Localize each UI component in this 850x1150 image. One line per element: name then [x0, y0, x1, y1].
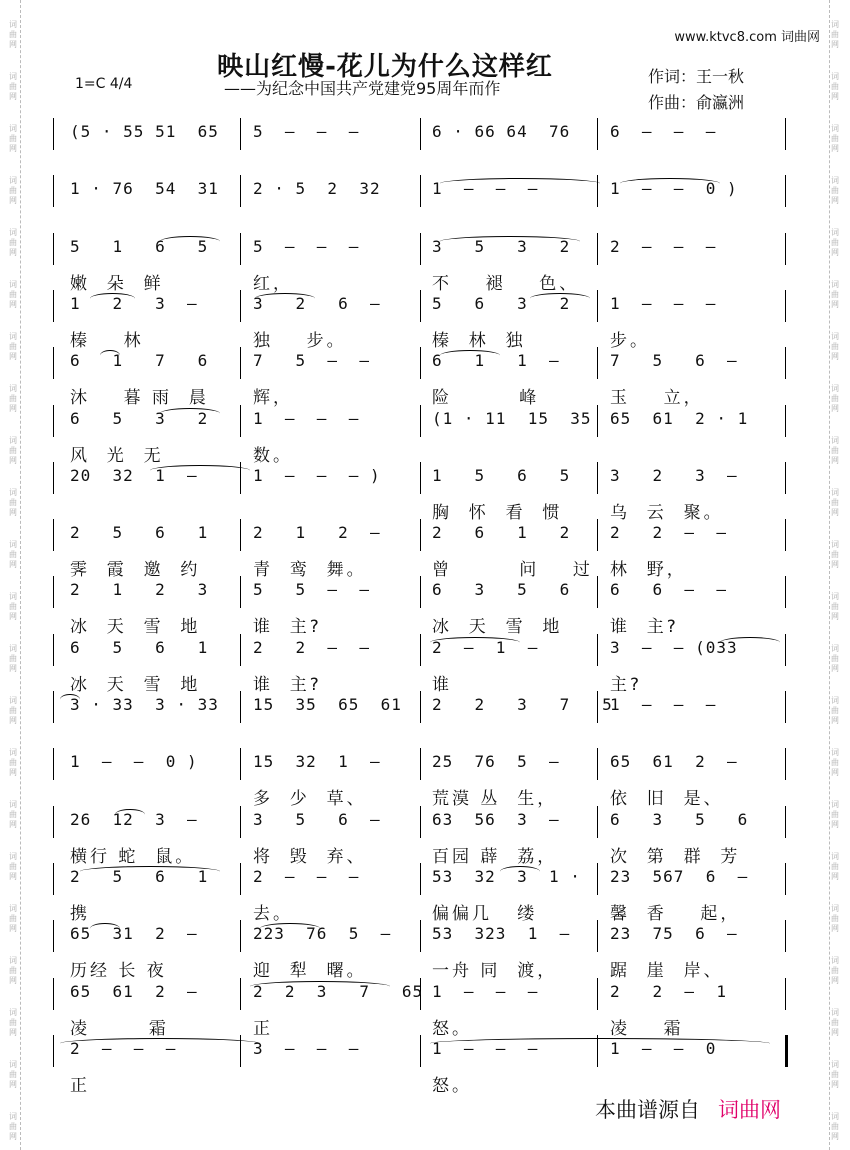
watermark-text: 词曲网	[9, 176, 17, 205]
tie-slur	[440, 236, 580, 247]
barline	[53, 519, 54, 551]
watermark-text: 词曲网	[9, 852, 17, 881]
barline	[785, 748, 786, 780]
score-row	[0, 118, 850, 178]
watermark-text: 词曲网	[831, 436, 839, 465]
lyric-text: 冰 天 雪 地	[432, 617, 563, 638]
measure-notes: 65 61 2 —	[70, 981, 198, 1001]
measure-notes: 65 31 2 —	[70, 924, 198, 944]
watermark-text: 词曲网	[9, 228, 17, 257]
tie-slur	[430, 1038, 770, 1049]
watermark-text: 词曲网	[831, 1008, 839, 1037]
measure-notes: 7 5 — —	[253, 351, 370, 371]
measure-notes: 2 6 1 2	[432, 523, 571, 543]
barline	[420, 405, 421, 437]
barline	[597, 863, 598, 895]
measure-notes: 2 2 — —	[253, 637, 370, 657]
measure-notes: 2 — — —	[70, 1038, 177, 1058]
watermark-text: 词曲网	[9, 488, 17, 517]
measure-notes: 3 2 6 —	[253, 293, 381, 313]
barline	[53, 748, 54, 780]
tie-slur	[530, 293, 590, 304]
measure-notes: 20 32 1 —	[70, 465, 198, 485]
barline	[785, 634, 786, 666]
barline	[240, 347, 241, 379]
watermark-text: 词曲网	[831, 280, 839, 309]
lyricist-credit: 作词：王一秋	[648, 67, 745, 86]
lyric-text: 正	[253, 1018, 273, 1039]
barline	[785, 233, 786, 265]
watermark-text: 词曲网	[831, 748, 839, 777]
barline	[597, 118, 598, 150]
measure-notes: 7 5 6 —	[610, 351, 738, 371]
barline	[597, 233, 598, 265]
barline	[53, 863, 54, 895]
lyric-text: 馨 香 起，	[610, 903, 741, 924]
measure-notes: 6 1 1 —	[432, 351, 560, 371]
barline	[240, 233, 241, 265]
barline	[53, 691, 54, 723]
barline	[597, 806, 598, 838]
lyric-text: 次 第 群 芳	[610, 846, 741, 867]
measure-notes: 2 2 — 1	[610, 981, 727, 1001]
composer-credit: 作曲：俞瀛洲	[648, 93, 745, 112]
measure-notes: 2 1 2 3	[70, 580, 209, 600]
lyric-text: 沐 暮 雨 晨	[70, 388, 209, 409]
measure-notes: 6 3 5 6	[610, 809, 749, 829]
source-label: 本曲谱源自	[595, 1098, 700, 1122]
measure-notes: 5 5 — —	[253, 580, 370, 600]
measure-notes: 2 1 2 —	[253, 523, 381, 543]
watermark-text: 词曲网	[9, 644, 17, 673]
watermark-text: 词曲网	[831, 228, 839, 257]
measure-notes: 3 5 3 2	[432, 236, 571, 256]
barline	[420, 290, 421, 322]
barline	[53, 806, 54, 838]
tie-slur	[255, 293, 315, 304]
barline	[785, 519, 786, 551]
barline	[53, 576, 54, 608]
lyric-text: 榛 林	[70, 330, 144, 351]
barline	[420, 233, 421, 265]
lyric-text: 携	[70, 903, 90, 924]
measure-notes: 3 — — (033	[610, 637, 738, 657]
lyric-text: 谁 主?	[253, 617, 322, 638]
barline	[597, 634, 598, 666]
watermark-text: 词曲网	[831, 124, 839, 153]
lyric-text: 正	[70, 1075, 90, 1096]
measure-notes: 65 61 2 · 1	[610, 408, 749, 428]
barline	[785, 920, 786, 952]
lyric-text: 曾 问 过	[432, 560, 593, 581]
measure-notes: 2 — 1 —	[432, 637, 539, 657]
measure-notes: 53 323 1 —	[432, 924, 571, 944]
measure-notes: 2 5 6 1	[70, 523, 209, 543]
lyric-text: 荒漠 丛 生，	[432, 789, 558, 810]
lyric-text: 数。	[253, 445, 293, 466]
barline	[597, 462, 598, 494]
tie-slur	[620, 178, 720, 189]
score-row	[0, 462, 850, 522]
lyric-text: 胸 怀 看 惯	[432, 502, 563, 523]
lyric-text: 多 少 草、	[253, 789, 367, 810]
lyric-text: 迎 犁 曙。	[253, 961, 367, 982]
barline	[785, 863, 786, 895]
tie-slur	[115, 809, 145, 820]
barline	[785, 978, 786, 1010]
tie-slur	[100, 350, 120, 361]
measure-notes: 1 — — —	[432, 1038, 539, 1058]
barline	[420, 806, 421, 838]
barline	[420, 691, 421, 723]
measure-notes: 3 · 33 3 · 33	[70, 695, 219, 714]
barline	[53, 175, 54, 207]
score-row	[0, 405, 850, 465]
watermark-text: 词曲网	[9, 72, 17, 101]
measure-notes: 2 · 5 2 32	[253, 179, 381, 199]
measure-notes: 2 — — —	[610, 236, 717, 256]
barline	[420, 462, 421, 494]
measure-notes: 26 12 3 —	[70, 809, 198, 829]
source-note	[595, 1094, 781, 1124]
watermark-text: 词曲网	[831, 20, 839, 49]
watermark-text: 词曲网	[831, 384, 839, 413]
watermark-text: 词曲网	[9, 800, 17, 829]
lyric-text: 榛 林 独	[432, 330, 526, 351]
barline	[785, 175, 786, 207]
score-row	[0, 233, 850, 293]
measure-notes: 1 — — 0	[610, 1038, 717, 1058]
tie-slur	[440, 178, 600, 189]
lyric-text: 踞 崖 岸、	[610, 961, 724, 982]
lyric-text: 主?	[610, 674, 643, 695]
watermark-text: 词曲网	[831, 176, 839, 205]
tie-slur	[720, 637, 780, 648]
barline	[420, 920, 421, 952]
barline	[785, 347, 786, 379]
barline	[420, 748, 421, 780]
source-brand[interactable]: 词曲网	[718, 1098, 781, 1122]
barline	[785, 576, 786, 608]
watermark-text: 词曲网	[831, 1060, 839, 1089]
tie-slur	[60, 694, 80, 705]
barline	[597, 576, 598, 608]
watermark-text: 词曲网	[831, 852, 839, 881]
barline	[53, 978, 54, 1010]
score-row	[0, 519, 850, 579]
measure-notes: 15 32 1 —	[253, 752, 381, 772]
watermark-text: 词曲网	[9, 280, 17, 309]
measure-notes: 3 — — —	[253, 1038, 360, 1058]
lyric-text: 依 旧 是、	[610, 789, 724, 810]
watermark-text: 词曲网	[9, 956, 17, 985]
tie-slur	[60, 1038, 260, 1049]
barline	[785, 1035, 788, 1067]
watermark-text: 词曲网	[9, 748, 17, 777]
lyric-text: 乌 云 聚。	[610, 502, 724, 523]
measure-notes: 5 1 6 5	[70, 236, 209, 256]
measure-notes: 5 — — —	[253, 122, 360, 141]
measure-notes: 1 — — —	[432, 179, 539, 199]
score-row	[0, 748, 850, 808]
barline	[53, 920, 54, 952]
measure-notes: 1 — — 0 )	[610, 179, 738, 199]
measure-notes: 23 75 6 —	[610, 924, 738, 944]
measure-notes: 23 567 6 —	[610, 866, 749, 886]
lyric-text: 辉，	[253, 388, 293, 409]
lyric-text: 不 褪 色、	[432, 273, 580, 294]
measure-notes: 15 35 65 61	[253, 695, 402, 714]
watermark-text: 词曲网	[9, 384, 17, 413]
key-signature: 1=C 4/4	[75, 76, 133, 92]
barline	[53, 290, 54, 322]
lyric-text: 横行 蛇 鼠。	[70, 846, 196, 867]
barline	[240, 118, 241, 150]
song-subtitle: ——为纪念中国共产党建党95周年而作	[224, 79, 501, 98]
lyric-text: 凌 霜	[70, 1018, 169, 1039]
tie-slur	[260, 923, 320, 934]
lyric-text: 一舟 同 渡，	[432, 961, 558, 982]
barline	[785, 806, 786, 838]
tie-slur	[150, 465, 250, 476]
watermark-text: 词曲网	[9, 592, 17, 621]
watermark-text: 词曲网	[9, 124, 17, 153]
barline	[597, 290, 598, 322]
barline	[785, 691, 786, 723]
watermark-text: 词曲网	[9, 1112, 17, 1141]
watermark-text: 词曲网	[9, 1060, 17, 1089]
measure-notes: 2 2 — —	[610, 523, 727, 543]
barline	[240, 920, 241, 952]
barline	[420, 634, 421, 666]
barline	[597, 405, 598, 437]
tie-slur	[440, 350, 500, 361]
watermark-text: 词曲网	[9, 540, 17, 569]
lyric-text: 林 野，	[610, 560, 687, 581]
lyric-text: 玉 立，	[610, 388, 704, 409]
watermark-text: 词曲网	[9, 1008, 17, 1037]
barline	[597, 175, 598, 207]
measure-notes: (1 · 11 15 35	[432, 408, 592, 428]
measure-notes: 6 — — —	[610, 122, 717, 141]
barline	[240, 978, 241, 1010]
score-row	[0, 175, 850, 235]
tie-slur	[80, 866, 220, 877]
barline	[420, 118, 421, 150]
measure-notes: 1 — — —	[610, 293, 717, 313]
watermark-text: 词曲网	[831, 696, 839, 725]
watermark-text: 词曲网	[831, 800, 839, 829]
song-title: 映山红慢-花儿为什么这样红	[217, 52, 553, 82]
watermark-text: 词曲网	[9, 696, 17, 725]
measure-notes: 63 56 3 —	[432, 809, 560, 829]
tie-slur	[500, 866, 540, 877]
lyric-text: 红，	[253, 273, 293, 294]
barline	[53, 1035, 54, 1067]
barline	[53, 233, 54, 265]
barline	[240, 519, 241, 551]
measure-notes: 2 2 3 7 5	[432, 695, 613, 714]
measure-notes: 6 5 3 2	[70, 408, 209, 428]
lyric-text: 谁	[432, 674, 452, 695]
barline	[53, 347, 54, 379]
measure-notes: 6 5 6 1	[70, 637, 209, 657]
barline	[420, 519, 421, 551]
measure-notes: 1 — — —	[610, 695, 717, 714]
watermark-text: 词曲网	[831, 1112, 839, 1141]
measure-notes: 6 1 7 6	[70, 351, 209, 371]
measure-notes: 1 5 6 5	[432, 465, 571, 485]
watermark-text: 词曲网	[831, 332, 839, 361]
watermark-text: 词曲网	[9, 20, 17, 49]
watermark-text: 词曲网	[831, 904, 839, 933]
lyric-text: 百园 薜 荔，	[432, 846, 558, 867]
tie-slur	[250, 981, 390, 992]
measure-notes: 1 — — —	[253, 408, 360, 428]
barline	[420, 1035, 421, 1067]
lyric-text: 去。	[253, 903, 293, 924]
score-row	[0, 691, 850, 751]
lyric-text: 怒。	[432, 1075, 472, 1096]
lyric-text: 将 毁 弃、	[253, 846, 367, 867]
barline	[785, 290, 786, 322]
measure-notes: 53 32 3 1 ·	[432, 866, 581, 886]
lyric-text: 怒。	[432, 1018, 472, 1039]
barline	[240, 806, 241, 838]
tie-slur	[430, 637, 520, 648]
measure-notes: 2 2 3 7 65	[253, 981, 424, 1001]
measure-notes: 2 5 6 1	[70, 866, 209, 886]
lyric-text: 险 峰	[432, 388, 540, 409]
lyric-text: 风 光 无	[70, 445, 164, 466]
barline	[240, 748, 241, 780]
lyric-text: 冰 天 雪 地	[70, 674, 201, 695]
barline	[597, 978, 598, 1010]
score-row	[0, 920, 850, 980]
barline	[597, 748, 598, 780]
measure-notes: 5 — — —	[253, 236, 360, 256]
measure-notes: 1 — — 0 )	[70, 752, 198, 772]
lyric-text: 独 步。	[253, 330, 347, 351]
measure-notes: 6 3 5 6	[432, 580, 571, 600]
lyric-text: 青 鸾 舞。	[253, 560, 367, 581]
measure-notes: 25 76 5 —	[432, 752, 560, 772]
watermark-text: 词曲网	[9, 904, 17, 933]
barline	[53, 405, 54, 437]
lyric-text: 冰 天 雪 地	[70, 617, 201, 638]
barline	[420, 175, 421, 207]
tie-slur	[160, 236, 220, 247]
measure-notes: 1 — — —	[432, 981, 539, 1001]
measure-notes: (5 · 55 51 65	[70, 122, 219, 141]
watermark-text: 词曲网	[9, 436, 17, 465]
score-row	[0, 347, 850, 407]
barline	[240, 691, 241, 723]
watermark-text: 词曲网	[831, 488, 839, 517]
tie-slur	[90, 923, 120, 934]
lyric-text: 步。	[610, 330, 650, 351]
barline	[240, 405, 241, 437]
measure-notes: 1 — — — )	[253, 465, 381, 485]
measure-notes: 65 61 2 —	[610, 752, 738, 772]
barline	[53, 462, 54, 494]
watermark-text: 词曲网	[831, 540, 839, 569]
barline	[240, 634, 241, 666]
barline	[597, 519, 598, 551]
lyric-text: 嫩 朵 鲜	[70, 273, 164, 294]
barline	[420, 863, 421, 895]
watermark-text: 词曲网	[831, 956, 839, 985]
barline	[53, 118, 54, 150]
barline	[240, 290, 241, 322]
measure-notes: 2 — — —	[253, 866, 360, 886]
lyric-text: 谁 主?	[253, 674, 322, 695]
barline	[785, 118, 786, 150]
barline	[240, 175, 241, 207]
score-row	[0, 978, 850, 1038]
watermark-text: 词曲网	[831, 72, 839, 101]
lyric-text: 凌 霜	[610, 1018, 684, 1039]
lyric-text: 历经 长 夜	[70, 961, 167, 982]
barline	[597, 920, 598, 952]
barline	[597, 347, 598, 379]
measure-notes: 223 76 5 —	[253, 924, 392, 944]
measure-notes: 3 2 3 —	[610, 465, 738, 485]
measure-notes: 6 6 — —	[610, 580, 727, 600]
barline	[785, 462, 786, 494]
measure-notes: 1 · 76 54 31	[70, 179, 219, 199]
measure-notes: 3 5 6 —	[253, 809, 381, 829]
tie-slur	[160, 408, 220, 419]
barline	[53, 634, 54, 666]
site-url[interactable]: www.ktvc8.com 词曲网	[674, 30, 820, 45]
watermark-text: 词曲网	[831, 592, 839, 621]
measure-notes: 5 6 3 2	[432, 293, 571, 313]
barline	[785, 405, 786, 437]
tie-slur	[90, 293, 135, 304]
lyric-text: 偏偏几 缕	[432, 903, 538, 924]
barline	[420, 576, 421, 608]
measure-notes: 6 · 66 64 76	[432, 122, 571, 141]
measure-notes: 1 2 3 —	[70, 293, 198, 313]
watermark-text: 词曲网	[9, 332, 17, 361]
watermark-text: 词曲网	[831, 644, 839, 673]
lyric-text: 谁 主?	[610, 617, 679, 638]
barline	[420, 347, 421, 379]
lyric-text: 霁 霞 邀 约	[70, 560, 201, 581]
credits	[648, 64, 744, 116]
score-row	[0, 576, 850, 636]
barline	[240, 576, 241, 608]
barline	[240, 863, 241, 895]
